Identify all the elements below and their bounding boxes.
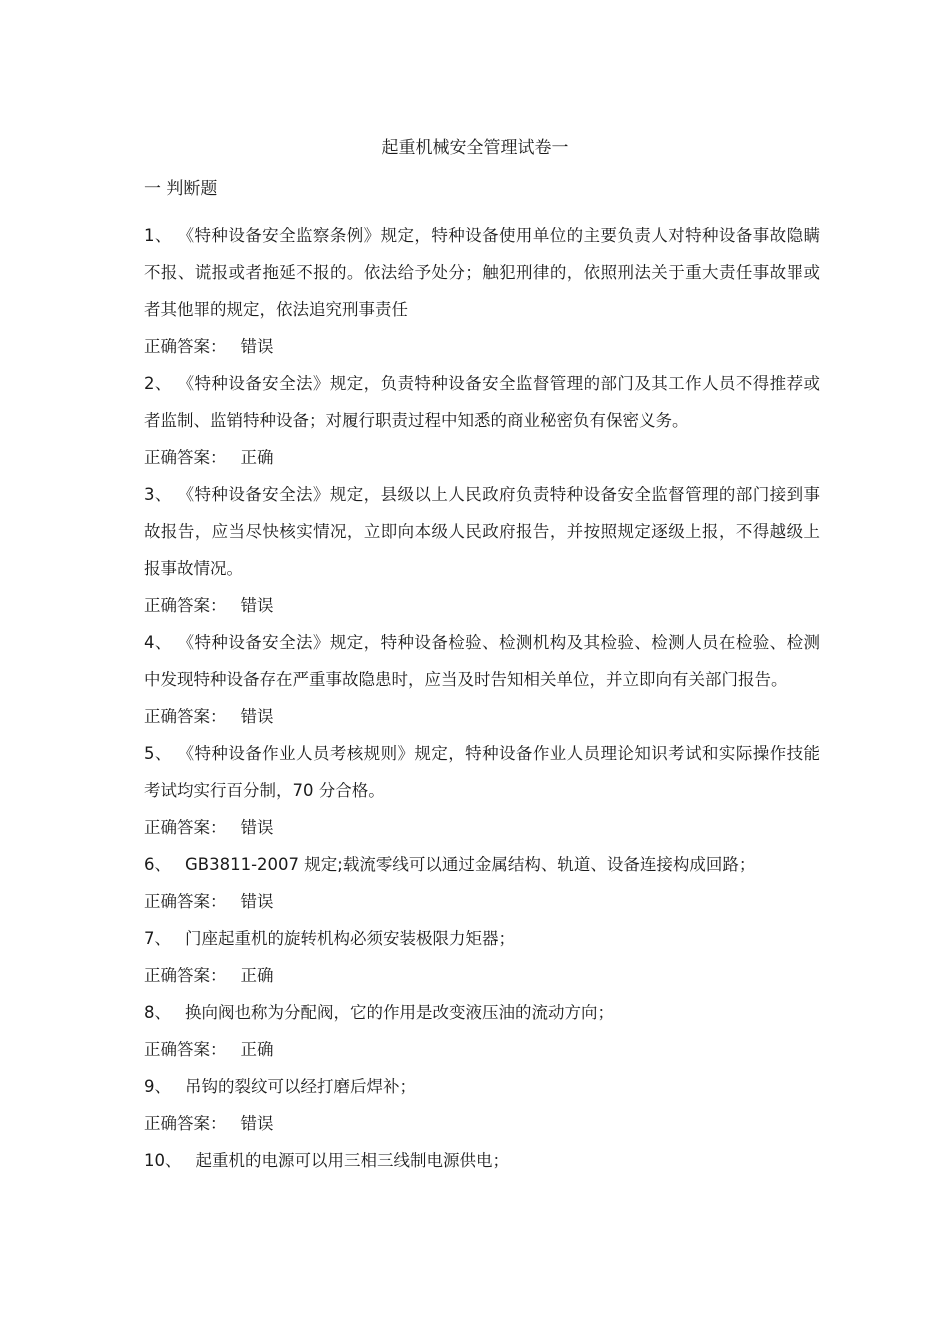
- question-number: 5、: [144, 744, 172, 763]
- answer-value: 错误: [240, 1114, 274, 1133]
- answer-value: 正确: [240, 1040, 274, 1059]
- question-8: [144, 994, 820, 1031]
- answer-label: 正确答案：: [144, 1114, 227, 1133]
- question-3: [144, 476, 820, 587]
- question-text: 《特种设备作业人员考核规则》规定，特种设备作业人员理论知识考试和实际操作技能考试均实行百分制，70 分合格。: [144, 744, 821, 800]
- answer-label: 正确答案：: [144, 596, 227, 615]
- answer-label: 正确答案：: [144, 448, 227, 467]
- page-title: 起重机械安全管理试卷一: [381, 138, 569, 158]
- question-list: [144, 217, 820, 1179]
- question-number: 3、: [144, 485, 172, 504]
- answer-label: 正确答案：: [144, 1040, 227, 1059]
- question-5: [144, 735, 820, 809]
- question-text: 换向阀也称为分配阀，它的作用是改变液压油的流动方向；: [185, 1003, 614, 1022]
- question-text: 吊钩的裂纹可以经打磨后焊补；: [185, 1077, 416, 1096]
- question-text: 门座起重机的旋转机构必须安装极限力矩器；: [185, 929, 515, 948]
- question-number: 10、: [144, 1151, 182, 1170]
- answer-value: 错误: [240, 892, 274, 911]
- answer-label: 正确答案：: [144, 707, 227, 726]
- answer-6: [144, 883, 820, 920]
- answer-9: [144, 1105, 820, 1142]
- question-number: 9、: [144, 1077, 171, 1096]
- question-9: [144, 1068, 820, 1105]
- question-text: GB3811-2007 规定;载流零线可以通过金属结构、轨道、设备连接构成回路；: [185, 855, 756, 874]
- question-number: 1、: [144, 226, 172, 245]
- answer-8: [144, 1031, 820, 1068]
- answer-value: 错误: [240, 596, 274, 615]
- question-text: 《特种设备安全法》规定，负责特种设备安全监督管理的部门及其工作人员不得推荐或者监制、监销特种设备；对履行职责过程中知悉的商业秘密负有保密义务。: [144, 374, 821, 430]
- question-text: 《特种设备安全法》规定，县级以上人民政府负责特种设备安全监督管理的部门接到事故报告，应当尽快核实情况，立即向本级人民政府报告，并按照规定逐级上报，不得越级上报事故情况。: [144, 485, 821, 578]
- answer-label: 正确答案：: [144, 337, 227, 356]
- answer-4: [144, 698, 820, 735]
- answer-label: 正确答案：: [144, 818, 227, 837]
- answer-2: [144, 439, 820, 476]
- question-7: [144, 920, 820, 957]
- question-number: 2、: [144, 374, 172, 393]
- answer-label: 正确答案：: [144, 892, 227, 911]
- question-text: 起重机的电源可以用三相三线制电源供电；: [195, 1151, 509, 1170]
- question-2: [144, 365, 820, 439]
- answer-3: [144, 587, 820, 624]
- answer-7: [144, 957, 820, 994]
- question-number: 4、: [144, 633, 172, 652]
- question-6: [144, 846, 820, 883]
- answer-value: 错误: [240, 707, 274, 726]
- answer-1: [144, 328, 820, 365]
- answer-5: [144, 809, 820, 846]
- question-number: 6、: [144, 855, 171, 874]
- answer-value: 正确: [240, 966, 274, 985]
- question-text: 《特种设备安全法》规定，特种设备检验、检测机构及其检验、检测人员在检验、检测中发现特种设备存在严重事故隐患时，应当及时告知相关单位，并立即向有关部门报告。: [144, 633, 821, 689]
- answer-value: 正确: [240, 448, 274, 467]
- question-number: 7、: [144, 929, 171, 948]
- question-1: [144, 217, 820, 328]
- answer-label: 正确答案：: [144, 966, 227, 985]
- question-text: 《特种设备安全监察条例》规定，特种设备使用单位的主要负责人对特种设备事故隐瞒不报、谎报或者拖延不报的。依法给予处分；触犯刑律的，依照刑法关于重大责任事故罪或者其他罪的规定，依法追究刑事责任: [144, 226, 821, 319]
- question-number: 8、: [144, 1003, 171, 1022]
- answer-value: 错误: [240, 337, 274, 356]
- section-heading: 一 判断题: [144, 179, 218, 199]
- answer-value: 错误: [240, 818, 274, 837]
- question-10: [144, 1142, 820, 1179]
- question-4: [144, 624, 820, 698]
